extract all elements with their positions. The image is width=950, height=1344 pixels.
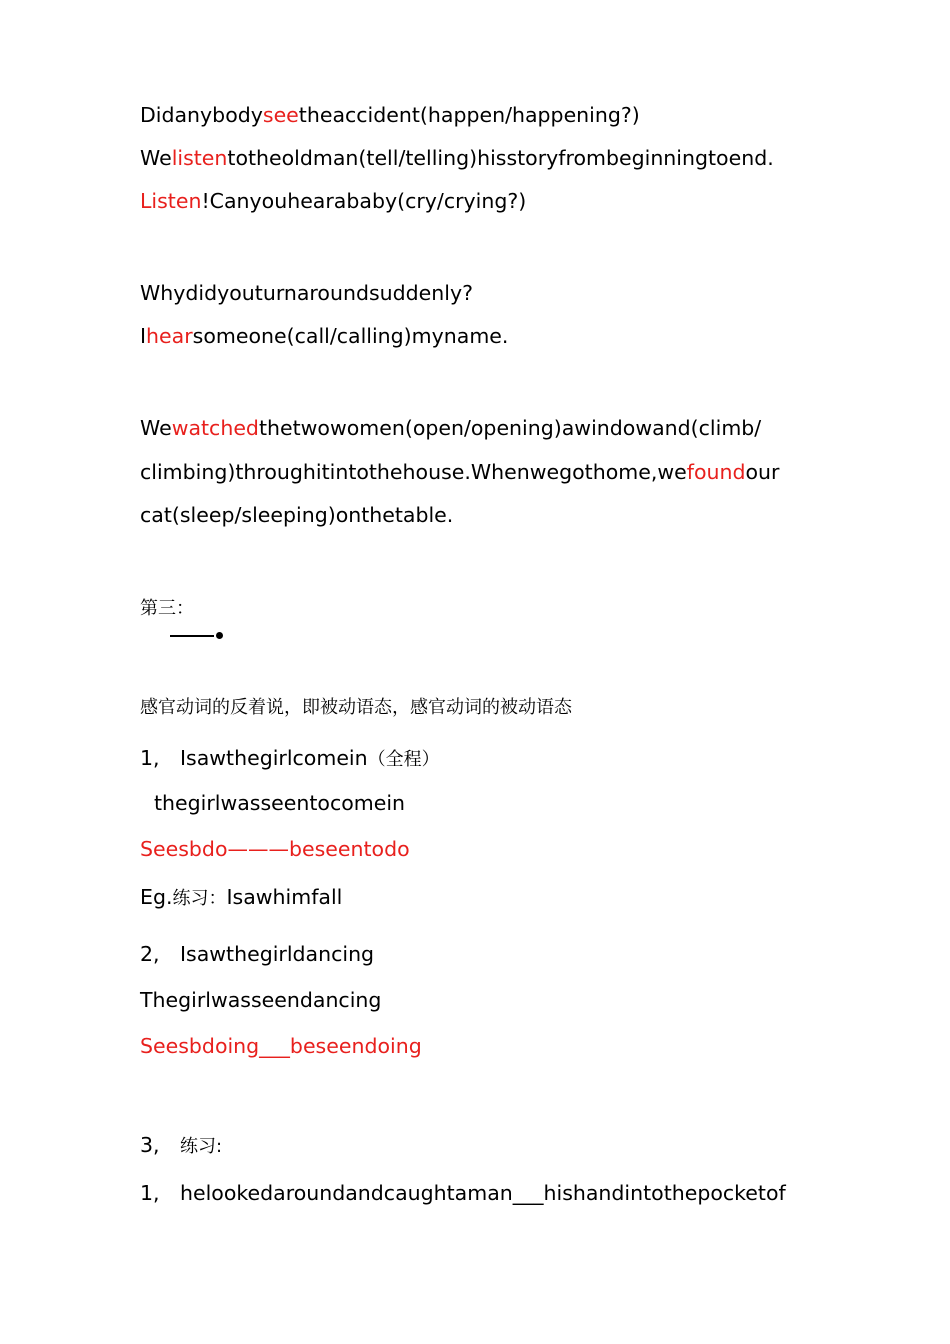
highlight-verb: Listen (140, 189, 202, 213)
dash-marker (170, 635, 214, 637)
text: !Canyouhearababy(cry/crying?) (201, 189, 527, 213)
example-2-passive (140, 988, 381, 1012)
text: 第三： (140, 598, 194, 619)
item-number: 1, (140, 746, 160, 770)
sentence-hear-name (140, 324, 508, 348)
sentence-listen-oldman (140, 146, 774, 170)
rule-see-doing (140, 1034, 422, 1058)
highlight-verb: see (262, 103, 299, 127)
example-1 (140, 745, 440, 771)
text: 练习： (172, 888, 227, 909)
text: Whydidyouturnaroundsuddenly? (140, 281, 473, 305)
exercise-heading (140, 1132, 222, 1158)
text: Eg. (140, 885, 173, 909)
example-1-passive (154, 791, 405, 815)
text: Didanybody (140, 103, 263, 127)
sentence-see-accident (140, 103, 640, 127)
text: Isawthegirldancing (180, 942, 375, 966)
text: helookedaroundandcaughtaman___hishandintothepocketof (180, 1181, 786, 1205)
text: cat(sleep/sleeping)onthetable. (140, 503, 454, 527)
highlight-verb: found (686, 460, 746, 484)
text: Isawthegirlcomein (180, 746, 368, 770)
highlight-verb: watched (171, 416, 259, 440)
sentence-found-cat (140, 460, 779, 484)
exercise-1 (140, 1181, 786, 1205)
item-number: 3, (140, 1133, 160, 1157)
highlight-verb: hear (146, 324, 193, 348)
bullet-dot-icon (216, 632, 223, 639)
passive-voice-intro (140, 693, 572, 719)
item-number: 2, (140, 942, 160, 966)
text: our (745, 460, 780, 484)
text: totheoldman(tell/telling)hisstoryfrombeginningtoend. (227, 146, 774, 170)
highlight-verb: listen (171, 146, 228, 170)
text: theaccident(happen/happening?) (298, 103, 640, 127)
sentence-listen-baby (140, 189, 526, 213)
text: Thegirlwasseendancing (140, 988, 382, 1012)
text: thetwowomen(open/opening)awindowand(climb/ (258, 416, 762, 440)
sentence-cat-sleeping (140, 503, 453, 527)
sentence-watched-women (140, 416, 761, 440)
text: thegirlwasseentocomein (154, 791, 406, 815)
text: 练习: (180, 1136, 223, 1157)
text: We (140, 146, 172, 170)
text: I (140, 324, 147, 348)
item-number: 1, (140, 1181, 160, 1205)
rule-see-do (140, 837, 410, 861)
text: 感官动词的反着说，即被动语态，感官动词的被动语态 (140, 697, 572, 718)
text: We (140, 416, 172, 440)
question-turn-around (140, 281, 473, 305)
example-2 (140, 942, 374, 966)
text: climbing)throughitintothehouse.Whenwegothome,we (140, 460, 687, 484)
text: Seesbdoing___beseendoing (140, 1034, 422, 1058)
annotation: （全程） (367, 749, 440, 770)
section-heading-third (140, 594, 194, 620)
text: someone(call/calling)myname. (192, 324, 509, 348)
text: Isawhimfall (226, 885, 343, 909)
text: Seesbdo———beseentodo (140, 837, 410, 861)
exercise-eg (140, 884, 342, 910)
